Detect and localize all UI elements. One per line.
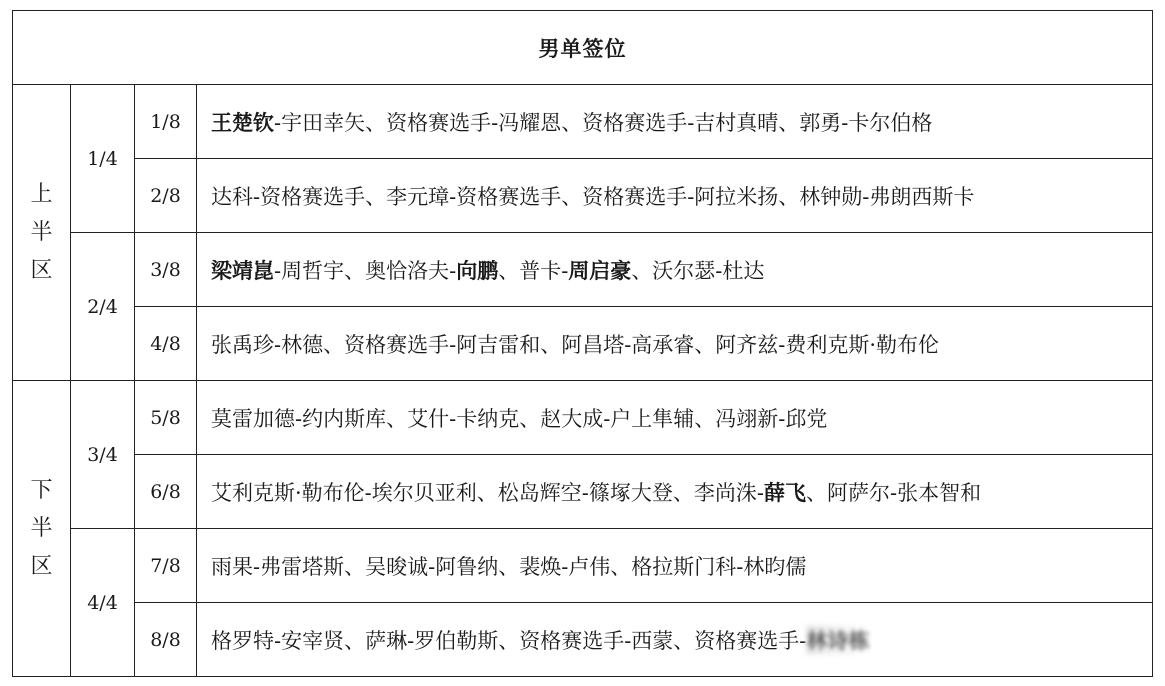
- quarter-label: 4/4: [71, 529, 135, 677]
- player-text: 张禹珍-林德、资格赛选手-阿吉雷和、阿昌塔-高承睿、阿齐兹-费利克斯·勒布伦: [211, 332, 940, 357]
- players-cell: [197, 529, 1153, 603]
- quarter-label: 3/4: [71, 381, 135, 529]
- half-upper: [13, 85, 71, 381]
- players-cell: [197, 159, 1153, 233]
- eighth-label: 2/8: [135, 159, 197, 233]
- player-text: 莫雷加德-约内斯库、艾什-卡纳克、赵大成-户上隼辅、冯翊新-邱党: [211, 406, 828, 431]
- table-row: [13, 529, 1153, 603]
- table-title: 男单签位: [13, 11, 1153, 85]
- player-text: 、普卡-: [498, 258, 569, 283]
- table-row: [13, 307, 1153, 381]
- eighth-label: 5/8: [135, 381, 197, 455]
- table-row: [13, 455, 1153, 529]
- eighth-label: 3/8: [135, 233, 197, 307]
- seeded-player-name: 林诗栋: [806, 625, 869, 655]
- half-lower: [13, 381, 71, 677]
- quarter-label: 2/4: [71, 233, 135, 381]
- table-row: [13, 159, 1153, 233]
- players-cell: [197, 233, 1153, 307]
- seeded-player-name: 薛飞: [763, 479, 806, 505]
- players-cell: [197, 85, 1153, 159]
- player-text: -周哲宇、奥恰洛夫-: [274, 258, 457, 283]
- eighth-label: 4/8: [135, 307, 197, 381]
- half-char: 区: [30, 553, 53, 579]
- table-row: [13, 381, 1153, 455]
- seeded-player-name: 周启豪: [568, 257, 632, 283]
- players-cell: [197, 381, 1153, 455]
- seeded-player-name: 王楚钦: [211, 109, 274, 135]
- table-row: [13, 85, 1153, 159]
- player-text: 、阿萨尔-张本智和: [805, 480, 982, 505]
- seeded-player-name: 梁靖崑: [211, 257, 274, 283]
- player-text: 格罗特-安宰贤、萨琳-罗伯勒斯、资格赛选手-西蒙、资格赛选手-: [211, 628, 807, 653]
- eighth-label: 6/8: [135, 455, 197, 529]
- players-cell: [197, 455, 1153, 529]
- half-char: 区: [30, 257, 53, 283]
- draw-table: [12, 10, 1153, 677]
- half-char: 半: [30, 515, 53, 541]
- eighth-label: 8/8: [135, 603, 197, 677]
- half-char: 下: [30, 477, 53, 503]
- table-row: [13, 233, 1153, 307]
- player-text: 艾利克斯·勒布伦-埃尔贝亚利、松岛辉空-篠塚大登、李尚洙-: [211, 480, 764, 505]
- seeded-player-name: 向鹏: [456, 257, 499, 283]
- players-cell: [197, 307, 1153, 381]
- player-text: 雨果-弗雷塔斯、吴晙诚-阿鲁纳、裴焕-卢伟、格拉斯门科-林昀儒: [211, 554, 807, 579]
- quarter-label: 1/4: [71, 85, 135, 233]
- players-cell: [197, 603, 1153, 677]
- player-text: -宇田幸矢、资格赛选手-冯耀恩、资格赛选手-吉村真晴、郭勇-卡尔伯格: [274, 110, 933, 135]
- half-char: 半: [30, 219, 53, 245]
- half-char: 上: [30, 181, 53, 207]
- player-text: 达科-资格赛选手、李元璋-资格赛选手、资格赛选手-阿拉米扬、林钟勋-弗朗西斯卡: [211, 184, 975, 209]
- table-row: [13, 603, 1153, 677]
- eighth-label: 1/8: [135, 85, 197, 159]
- eighth-label: 7/8: [135, 529, 197, 603]
- player-text: 、沃尔瑟-杜达: [631, 258, 765, 283]
